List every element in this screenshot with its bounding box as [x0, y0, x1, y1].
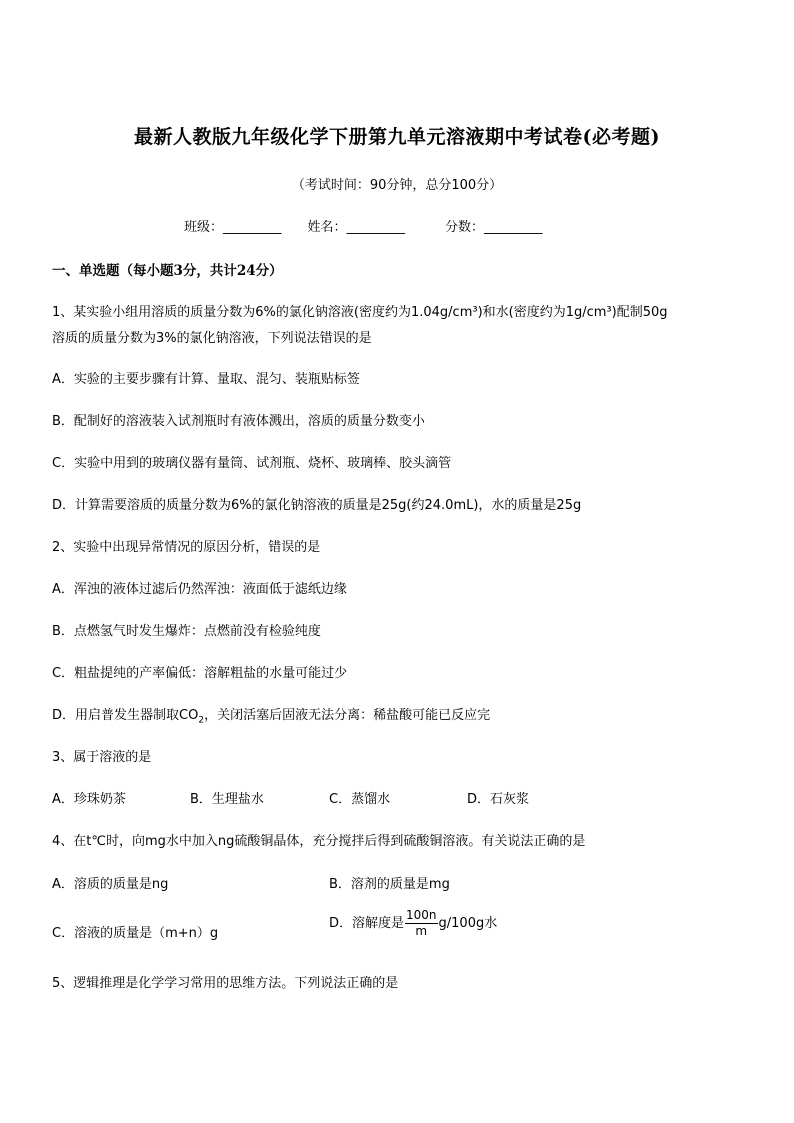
q2-option-d-subscript: 2 [198, 715, 205, 726]
name-field: 姓名：_________ [307, 220, 406, 235]
q1-option-c: C．实验中用到的玻璃仪器有量筒、试剂瓶、烧杯、玻璃棒、胶头滴管 [52, 456, 452, 471]
fraction-numerator: 100n [406, 908, 437, 922]
q1-option-a: A．实验的主要步骤有计算、量取、混匀、装瓶贴标签 [52, 372, 360, 387]
q3-option-d: D．石灰浆 [467, 792, 530, 807]
solubility-fraction [405, 908, 438, 939]
class-field: 班级：_________ [184, 220, 282, 235]
q2-stem: 2、实验中出现异常情况的原因分析，错误的是 [52, 540, 321, 555]
q4-option-d [329, 908, 497, 939]
q2-option-d [52, 704, 490, 726]
q3-option-c: C．蒸馏水 [329, 792, 391, 807]
q2-option-c: C．粗盐提纯的产率偏低：溶解粗盐的水量可能过少 [52, 666, 348, 681]
q4-stem: 4、在t℃时，向mg水中加入ng硫酸铜晶体，充分搅拌后得到硫酸铜溶液。有关说法正确的是 [52, 834, 586, 849]
q2-option-d-post: ，关闭活塞后固液无法分离：稀盐酸可能已反应完 [204, 708, 491, 723]
q5-stem: 5、逻辑推理是化学学习常用的思维方法。下列说法正确的是 [52, 976, 399, 991]
student-info-row [184, 216, 543, 235]
score-field: 分数：_________ [445, 220, 543, 235]
q4-option-d-post: g/100g水 [438, 916, 498, 931]
q4-option-c: C．溶液的质量是（m+n）g [52, 926, 219, 941]
q3-option-b: B．生理盐水 [190, 792, 264, 807]
q1-stem-line1: 1、某实验小组用溶质的质量分数为6%的氯化钠溶液(密度约为1.04g/cm³)和水(密度约为1g/cm³)配制50g [52, 305, 668, 320]
q4-option-d-pre: D．溶解度是 [329, 916, 405, 931]
q4-option-b: B．溶剂的质量是mg [329, 877, 450, 892]
q4-option-a: A．溶质的质量是ng [52, 877, 169, 892]
q1-option-b: B．配制好的溶液装入试剂瓶时有液体溅出，溶质的质量分数变小 [52, 414, 425, 429]
fraction-denominator: m [415, 924, 428, 938]
q3-option-a: A．珍珠奶茶 [52, 792, 126, 807]
q3-stem: 3、属于溶液的是 [52, 750, 152, 765]
q1-stem-line2: 溶质的质量分数为3%的氯化钠溶液，下列说法错误的是 [52, 331, 372, 346]
q1-option-d: D．计算需要溶质的质量分数为6%的氯化钠溶液的质量是25g(约24.0mL)，水的质量是25g [52, 498, 582, 513]
q2-option-a: A．浑浊的液体过滤后仍然浑浊：液面低于滤纸边缘 [52, 582, 347, 597]
section-heading: 一、单选题（每小题3分，共计24分） [52, 263, 283, 279]
q2-option-d-pre: D．用启普发生器制取CO [52, 708, 199, 723]
exam-time-note: （考试时间：90分钟，总分100分） [291, 178, 503, 193]
q2-option-b: B．点燃氢气时发生爆炸：点燃前没有检验纯度 [52, 624, 321, 639]
page-title: 最新人教版九年级化学下册第九单元溶液期中考试卷(必考题) [134, 126, 660, 148]
